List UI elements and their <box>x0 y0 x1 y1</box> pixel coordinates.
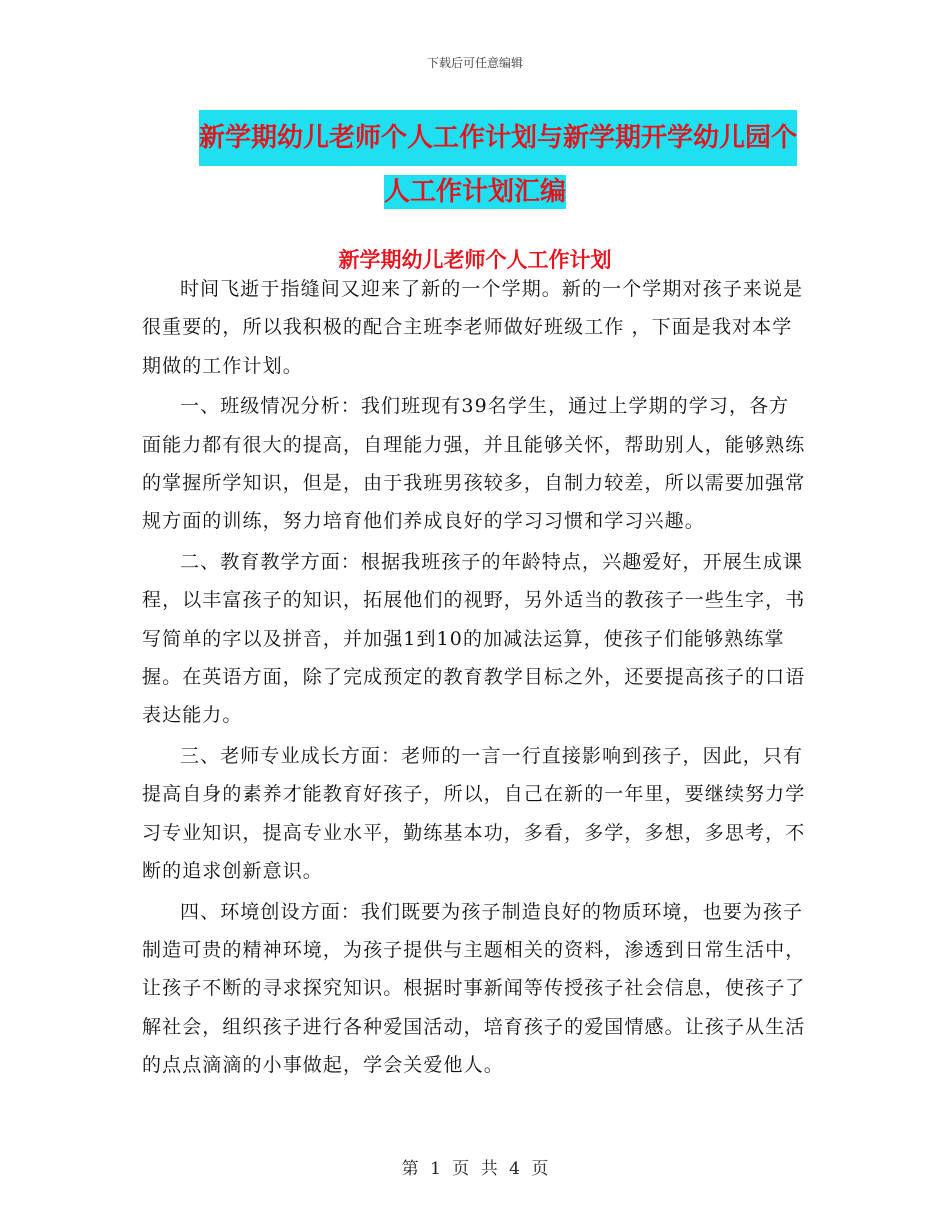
section-title: 新学期幼儿老师个人工作计划 <box>338 247 612 272</box>
document-body <box>142 270 807 1085</box>
page-footer: 第 1 页 共 4 页 <box>401 1159 549 1179</box>
document-title <box>0 110 950 218</box>
title-line-2: 人工作计划汇编 <box>383 177 566 207</box>
paragraph-teacher-growth: 三、老师专业成长方面：老师的一言一行直接影响到孩子，因此，只有提高自身的素养才能教育好孩子，所以，自己在新的一年里，要继续努力学习专业知识，提高专业水平，勤练基本功，多看，多学，多想，多思考，不断的追求创新意识。 <box>142 744 806 883</box>
paragraph-class-analysis: 一、班级情况分析：我们班现有39名学生，通过上学期的学习，各方面能力都有很大的提高，自理能力强，并且能够关怀，帮助别人，能够熟练的掌握所学知识，但是，由于我班男孩较多，自制力较差，所以需要加强常规方面的训练，努力培育他们养成良好的学习习惯和学习兴趣。 <box>142 395 806 533</box>
paragraph-intro: 时间飞逝于指缝间又迎来了新的一个学期。新的一个学期对孩子来说是很重要的，所以我积极的配合主班李老师做好班级工作 ，下面是我对本学期做的工作计划。 <box>142 278 804 377</box>
paragraph-teaching: 二、教育教学方面：根据我班孩子的年龄特点，兴趣爱好，开展生成课程，以丰富孩子的知识，拓展他们的视野，另外适当的教孩子一些生字，书写简单的字以及拼音，并加强1到10的加减法运算，使孩子们能够熟练掌握。在英语方面，除了完成预定的教育教学目标之外，还要提高孩子的口语表达能力。 <box>142 550 806 727</box>
title-line-1: 新学期幼儿老师个人工作计划与新学期开学幼儿园个 <box>199 110 797 166</box>
paragraph-environment: 四、环境创设方面：我们既要为孩子制造良好的物质环境，也要为孩子制造可贵的精神环境，为孩子提供与主题相关的资料，渗透到日常生活中，让孩子不断的寻求探究知识。根据时事新闻等传授孩子社会信息，使孩子了解社会，组织孩子进行各种爱国活动，培育孩子的爱国情感。让孩子从生活的点点滴滴的小事做起，学会关爱他人。 <box>142 900 806 1077</box>
header-note: 下载后可任意编辑 <box>426 56 523 70</box>
